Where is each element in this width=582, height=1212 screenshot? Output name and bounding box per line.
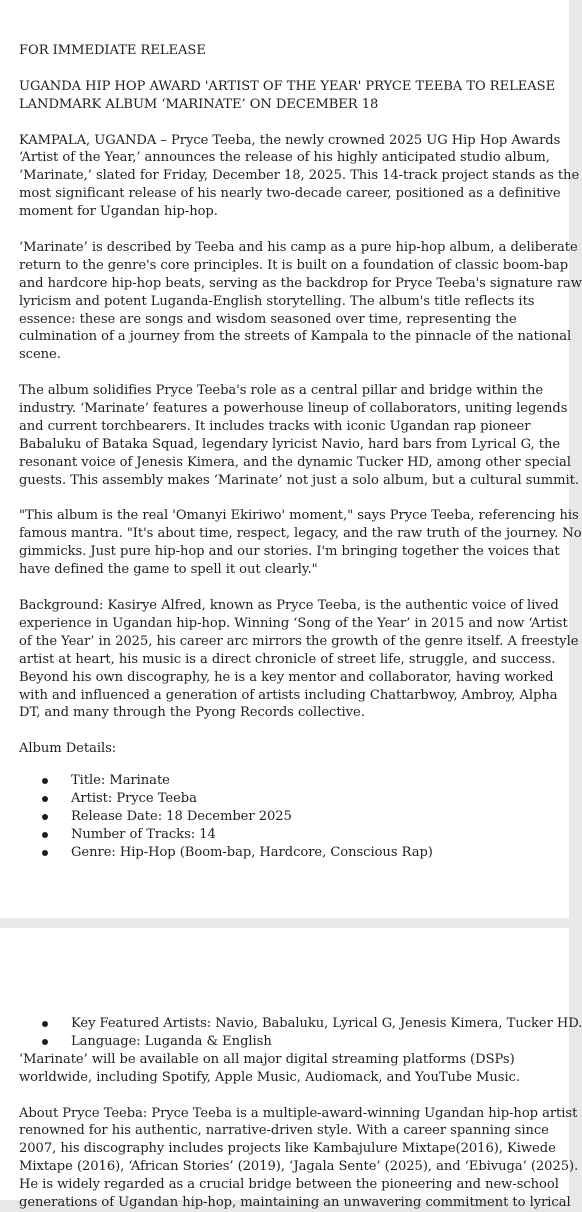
text-line: Background: Kasirye Alfred, known as Pryce Teeba, is the authentic voice of lived [19,598,559,613]
list-item [19,826,555,844]
headline-line: UGANDA HIP HOP AWARD 'ARTIST OF THE YEAR' PRYCE TEEBA TO RELEASE [19,78,556,94]
list-item [19,790,555,808]
text-line: "This album is the real 'Omanyi Ekiriwo' moment," says Pryce Teeba, referencing his [19,508,579,524]
text-line: scene. [19,347,61,363]
list-item-text: Release Date: 18 December 2025 [71,808,292,824]
list-item-text: Key Featured Artists: Navio, Babaluku, Lyrical G, Jenesis Kimera, Tucker HD. [71,1016,582,1031]
text-line: guests. This assembly makes ‘Marinate’ not just a solo album, but a cultural summit. [19,472,579,488]
list-item [19,808,555,826]
paragraph-availability [19,1051,555,1087]
text-line: 2007, his discography includes projects like Kambajulure Mixtape(2016), Kiwede [19,1141,556,1157]
album-details-list [19,772,555,862]
text-line: generations of Ugandan hip-hop, maintaining an unwavering commitment to lyrical [19,1195,571,1211]
bullet-icon [42,832,48,838]
bullet-icon [42,850,48,856]
text-line: with and influenced a generation of artists including Chattarbwoy, Ambroy, Alpha [19,687,558,703]
paragraph-intro [19,132,580,222]
text-line: lyricism and potent Luganda-English storytelling. The album's title reflects its [19,293,535,309]
text-line: of the Year’ in 2025, his career arc mirrors the growth of the genre itself. A freestyle [19,633,579,649]
bullet-icon [42,1039,48,1045]
paragraph-background [19,597,579,722]
list-item-text: Language: Luganda & English [71,1033,272,1049]
list-item [19,1015,582,1033]
text-line: gimmicks. Just pure hip-hop and our stories. I'm bringing together the voices that [19,544,560,560]
text-line: KAMPALA, UGANDA – Pryce Teeba, the newly crowned 2025 UG Hip Hop Awards [19,132,561,148]
text-line: culmination of a journey from the streets of Kampala to the pinnacle of the national [19,329,572,345]
text-line: and current torchbearers. It includes tracks with iconic Ugandan rap pioneer [19,418,531,434]
paragraph-album-description [19,239,582,364]
text-line: About Pryce Teeba: Pryce Teeba is a multiple-award-winning Ugandan hip-hop artist [19,1105,578,1121]
list-item-text: Number of Tracks: 14 [71,826,216,842]
text-line: artist at heart, his music is a direct chronicle of street life, struggle, and success. [19,651,556,667]
list-item-text: Artist: Pryce Teeba [71,791,197,807]
bullet-icon [42,1021,48,1027]
list-item [19,1033,555,1051]
text-line: moment for Ugandan hip-hop. [19,204,218,220]
document-page-2 [0,928,582,1211]
text-line: worldwide, including Spotify, Apple Music, Audiomack, and YouTube Music. [19,1069,520,1085]
text-line: ‘Marinate’ is described by Teeba and his camp as a pure hip-hop album, a deliberate [19,239,578,255]
release-label: FOR IMMEDIATE RELEASE [19,43,206,58]
text-line: resonant voice of Jenesis Kimera, and the dynamic Tucker HD, among other special [19,454,571,470]
paragraph-about [19,1105,579,1212]
text-line: experience in Ugandan hip-hop. Winning ‘Song of the Year’ in 2015 and now ‘Artist [19,615,568,631]
text-line: essence: these are songs and wisdom seasoned over time, representing the [19,311,517,327]
text-line: renowned for his authentic, narrative-driven style. With a career spanning since [19,1123,549,1139]
text-line: ‘Marinate’ will be available on all major digital streaming platforms (DSPs) [19,1051,515,1067]
text-line: ‘Artist of the Year,’ announces the release of his highly anticipated studio album, [19,150,550,166]
list-item-text: Genre: Hip-Hop (Boom-bap, Hardcore, Conscious Rap) [71,844,433,860]
album-details-list-continued [19,1015,582,1051]
text-line: famous mantra. "It's about time, respect, legacy, and the raw truth of the journey. No [19,526,582,542]
paragraph-quote [19,507,582,579]
text-line: Mixtape (2016), ‘African Stories’ (2019), ‘Jagala Sente’ (2025), and ‘Ebivuga’ (2025). [19,1159,579,1175]
list-item-text: Title: Marinate [71,773,170,789]
text-line: He is widely regarded as a crucial bridge between the pioneering and new-school [19,1177,559,1193]
list-item [19,772,555,790]
headline [19,78,555,114]
bullet-icon [42,796,48,802]
text-line: return to the genre's core principles. It is built on a foundation of classic boom-bap [19,257,569,273]
album-details-heading: Album Details: [19,741,117,757]
text-line: industry. ‘Marinate’ features a powerhouse lineup of collaborators, uniting legends [19,401,568,417]
text-line: DT, and many through the Pyong Records collective. [19,705,365,721]
text-line: have defined the game to spell it out clearly." [19,562,318,578]
text-line: Babaluku of Bataka Squad, legendary lyricist Navio, hard bars from Lyrical G, the [19,436,561,452]
headline-line: LANDMARK ALBUM ‘MARINATE’ ON DECEMBER 18 [19,96,379,112]
bullet-icon [42,778,48,784]
paragraph-collaborators [19,382,579,489]
text-line: Beyond his own discography, he is a key mentor and collaborator, having worked [19,669,554,685]
text-line: and hardcore hip-hop beats, serving as the backdrop for Pryce Teeba's signature raw [19,275,582,291]
text-line: ‘Marinate,’ slated for Friday, December 18, 2025. This 14-track project stands as the [19,168,580,184]
list-item [19,844,555,862]
bullet-icon [42,814,48,820]
text-line: most significant release of his nearly two-decade career, positioned as a definitive [19,186,561,202]
text-line: The album solidifies Pryce Teeba's role as a central pillar and bridge within the [19,383,544,399]
